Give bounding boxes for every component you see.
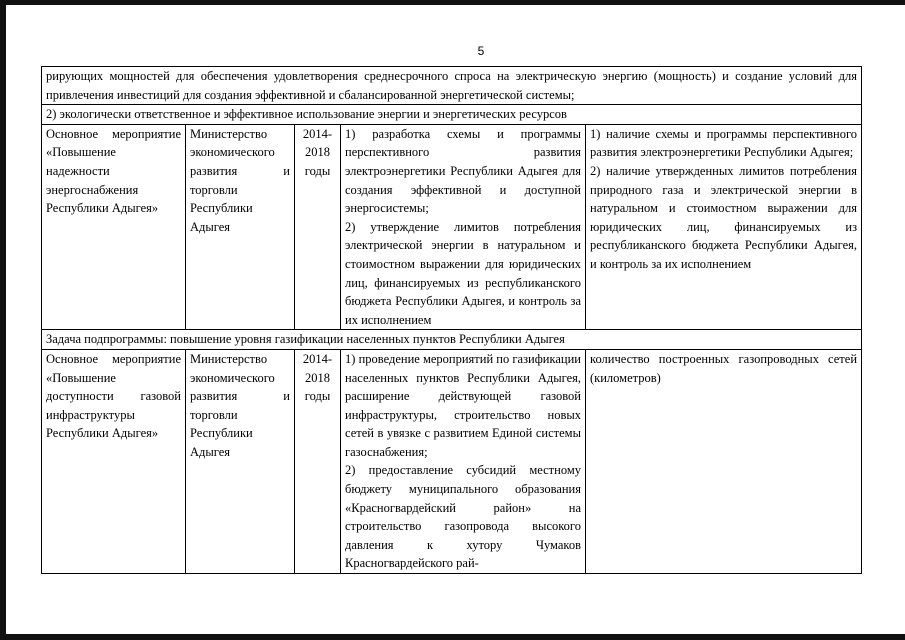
table-row (42, 349, 862, 573)
executor-cell: Министерство экономического развития и торговли Республики Адыгея (186, 349, 295, 573)
action-item: 1) разработка схемы и программы перспективного развития электроэнергетики Республики Адыгея для создания эффективной и доступной энергосистемы; (345, 126, 581, 216)
results-cell (586, 349, 862, 573)
scan-border-left (0, 0, 6, 640)
intro-row (42, 67, 862, 105)
intro-row (42, 105, 862, 125)
page-number: 5 (477, 44, 485, 58)
actions-cell (341, 349, 586, 573)
years-cell: 2014- 2018 годы (295, 349, 341, 573)
measure-name-cell: Основное мероприятие «Повышение доступности газовой инфраструктуры Республики Адыгея» (42, 349, 186, 573)
intro-text: рирующих мощностей для обеспечения удовлетворения среднесрочного спроса на электрическую энергию (мощность) и создание условий для привлечения инвестиций для создания эффективной и сбалансированной энергетической системы; (42, 67, 862, 105)
executor-cell: Министерство экономического развития и торговли Республики Адыгея (186, 124, 295, 330)
action-item: 1) проведение мероприятий по газификации населенных пунктов Республики Адыгея, расширение действующей газовой инфраструктуры, строительство новых сетей в увязке с развитием Единой системы газоснабжения; (345, 351, 581, 459)
intro-text: 2) экологически ответственное и эффективное использование энергии и энергетических ресурсов (42, 105, 862, 125)
program-table (41, 66, 862, 574)
scan-border-bottom (0, 634, 905, 640)
task-text: Задача подпрограммы: повышение уровня газификации населенных пунктов Республики Адыгея (42, 330, 862, 350)
table-row (42, 124, 862, 330)
results-cell (586, 124, 862, 330)
years-cell: 2014- 2018 годы (295, 124, 341, 330)
task-row (42, 330, 862, 350)
result-item: 1) наличие схемы и программы перспективного развития электроэнергетики Республики Адыгея; (590, 126, 858, 160)
action-item: 2) предоставление субсидий местному бюджету муниципального образования «Красногвардейский район» на строительство газопровода высокого давления к хутору Чумаков Красногвардейского рай- (345, 463, 581, 571)
result-item: 2) наличие утвержденных лимитов потребления природного газа и электрической энергии в натуральном и стоимостном выражении для юридических лиц, финансируемых из республиканского бюджета Республики Адыгея, и контроль за их исполнением (590, 163, 858, 271)
actions-cell (341, 124, 586, 330)
action-item: 2) утверждение лимитов потребления электрической энергии в натуральном и стоимостном выражении для юридических лиц, финансируемых из республиканского бюджета Республики Адыгея, и контроль за их исполнением (345, 219, 581, 327)
measure-name-cell: Основное мероприятие «Повышение надежности энергоснабжения Республики Адыгея» (42, 124, 186, 330)
result-item: количество построенных газопроводных сетей (километров) (590, 351, 858, 385)
scan-border-top (0, 0, 905, 5)
